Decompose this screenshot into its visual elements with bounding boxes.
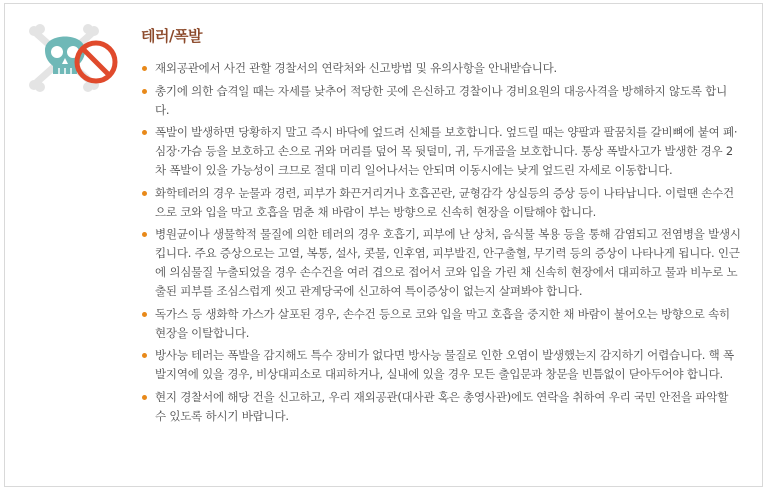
safety-guideline-list <box>141 59 741 429</box>
section-title: 테러/폭발 <box>141 27 202 45</box>
list-item-text: 폭발이 발생하면 당황하지 말고 즉시 바닥에 엎드려 신체를 보호합니다. 엎드릴 때는 양팔과 팔꿈치를 갈비뼈에 붙여 폐·심장·가슴 등을 보호하고 손으로 귀와 머리를 덮어 목 뒷덜미, 귀, 두개골을 보호합니다. 통상 폭발사고가 발생한 경우 2차 폭발이 있을 가능성이 크므로 절대 미리 일어나서는 안되며 이동시에는 낮게 엎드린 자세로 이동합니다. <box>155 125 738 177</box>
list-item <box>141 225 741 301</box>
list-item-text: 총기에 의한 습격일 때는 자세를 낮추어 적당한 곳에 은신하고 경찰이나 경비요원의 대응사격을 방해하지 않도록 합니다. <box>155 83 728 117</box>
list-item-text: 현지 경찰서에 해당 건을 신고하고, 우리 재외공관(대사관 혹은 총영사관)에도 연락을 취하여 우리 국민 안전을 파악할 수 있도록 하시기 바랍니다. <box>155 389 729 423</box>
bullet-icon <box>142 232 147 237</box>
bullet-icon <box>142 191 147 196</box>
terror-explosion-card <box>4 3 763 487</box>
list-item <box>141 305 741 343</box>
list-item-text: 독가스 등 생화학 가스가 살포된 경우, 손수건 등으로 코와 입을 막고 호흡을 중지한 채 바람이 불어오는 방향으로 속히 현장을 이탈합니다. <box>155 306 730 340</box>
bullet-icon <box>142 89 147 94</box>
list-item <box>141 82 741 120</box>
list-item-text: 재외공관에서 사건 관할 경찰서의 연락처와 신고방법 및 유의사항을 안내받습니다. <box>155 61 558 75</box>
list-item-text: 화학테러의 경우 눈물과 경련, 피부가 화끈거리거나 호흡곤란, 균형감각 상실등의 증상 등이 나타납니다. 이럴땐 손수건으로 코와 입을 막고 호흡을 멈춘 채 바람이 부는 방향으로 신속히 현장을 이탈해야 합니다. <box>155 185 734 219</box>
bullet-icon <box>142 130 147 135</box>
bullet-icon <box>142 312 147 317</box>
list-item <box>141 184 741 222</box>
list-item <box>141 123 741 180</box>
list-item <box>141 59 741 78</box>
skull-prohibited-icon <box>23 16 123 96</box>
list-item-text: 병원균이나 생물학적 물질에 의한 테러의 경우 호흡기, 피부에 난 상처, 음식물 복용 등을 통해 감염되고 전염병을 발생시킵니다. 주요 증상으로는 고열, 복통, 설사, 콧물, 인후염, 피부발진, 안구출혈, 무기력 등의 증상이 나타나게 됩니다. 인근에 의심물질 누출되었을 경우 손수건을 여러 겹으로 접어서 코와 입을 가린 채 신속히 현장에서 대피하고 물과 비누로 노출된 피부를 조심스럽게 씻고 관계당국에 신고하여 특이증상이 없는지 살펴봐야 합니다. <box>155 227 741 298</box>
bullet-icon <box>142 66 147 71</box>
list-item <box>141 388 741 426</box>
list-item <box>141 346 741 384</box>
list-item-text: 방사능 테러는 폭발을 감지해도 특수 장비가 없다면 방사능 물질로 인한 오염이 발생했는지 감지하기 어렵습니다. 핵 폭발지역에 있을 경우, 비상대피소로 대피하거나, 실내에 있을 경우 모든 출입문과 창문을 빈틈없이 닫아두어야 합니다. <box>155 348 734 381</box>
bullet-icon <box>142 395 147 400</box>
bullet-icon <box>142 353 147 358</box>
